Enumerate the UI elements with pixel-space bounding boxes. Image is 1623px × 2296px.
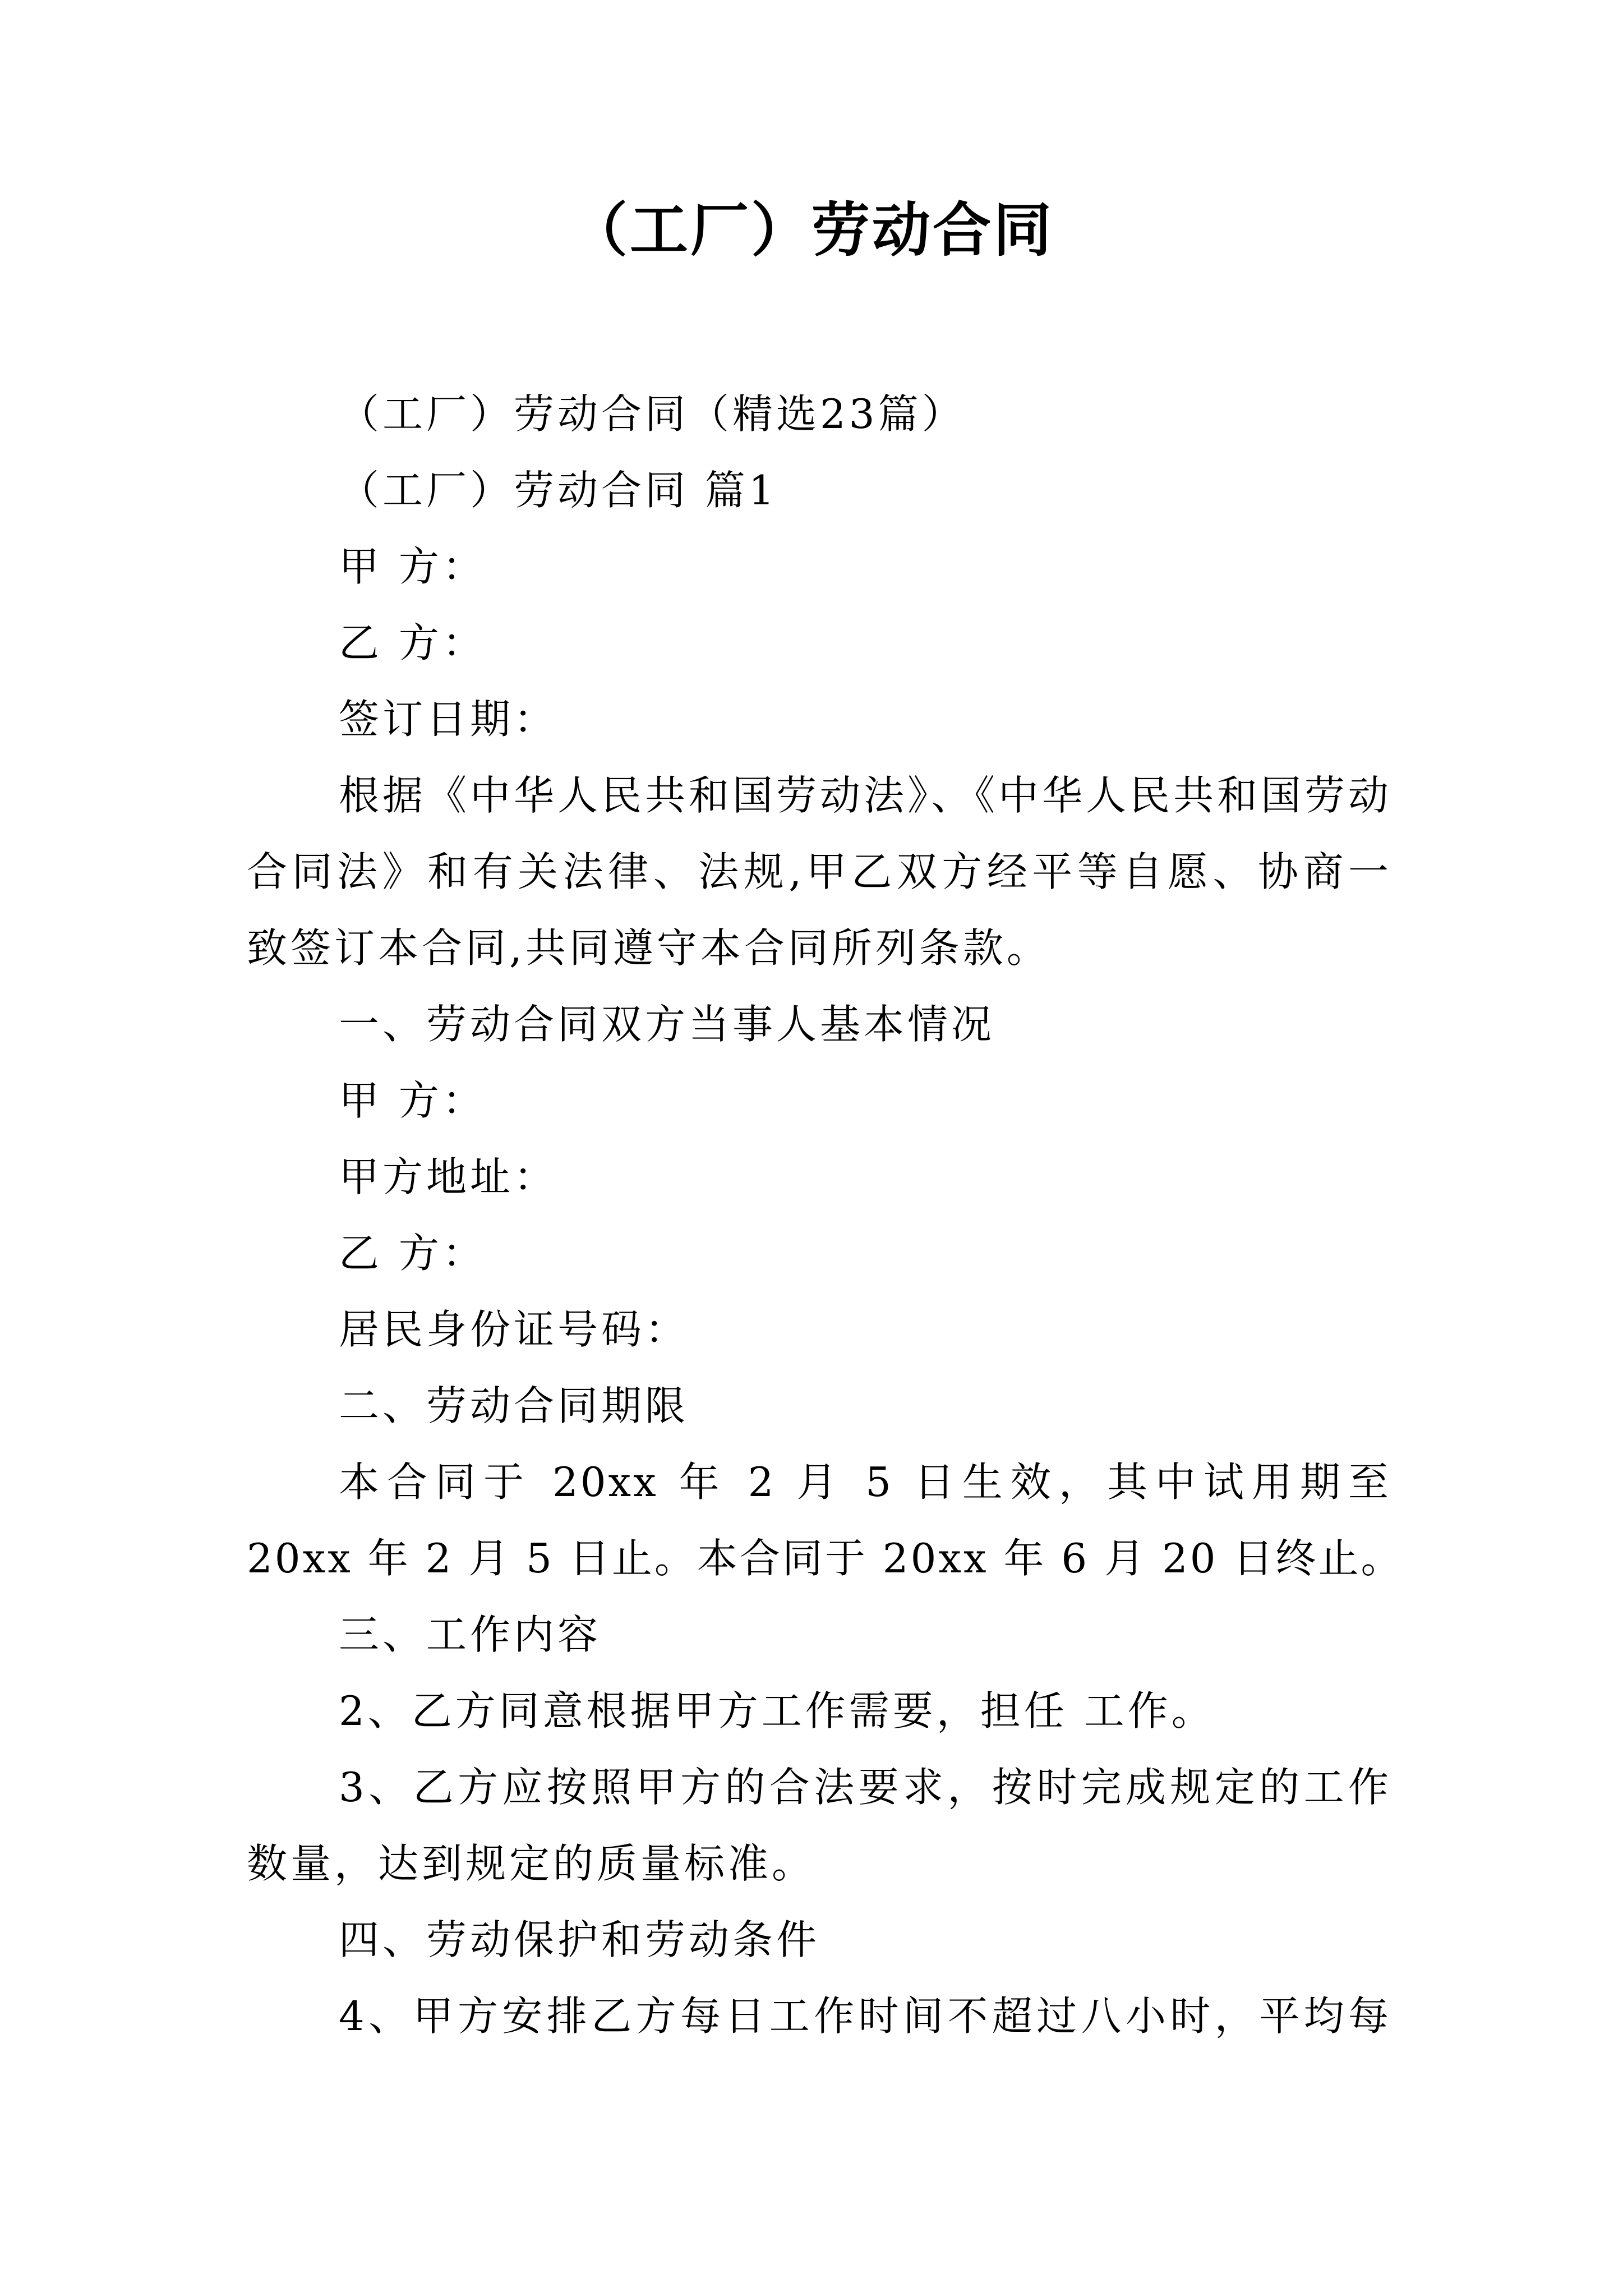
party-b-line: 乙 方： (339, 619, 486, 666)
party-b-line: 乙 方： (339, 1230, 486, 1277)
document-title: （工厂）劳动合同 (569, 195, 1054, 264)
party-a-line: 甲 方： (339, 543, 486, 590)
paragraph-line: 20xx 年 2 月 5 日止。本合同于 20xx 年 6 月 20 日终止。 (247, 1535, 1404, 1582)
party-a-address-line: 甲方地址： (339, 1153, 558, 1200)
subtitle-line: （工厂）劳动合同（精选23篇） (339, 390, 966, 438)
clause-heading-line: 一、劳动合同双方当事人基本情况 (339, 1001, 995, 1048)
paragraph-line: 2、乙方同意根据甲方工作需要，担任 工作。 (339, 1687, 1215, 1734)
section-heading-line: （工厂）劳动合同 篇1 (339, 467, 778, 514)
id-number-line: 居民身份证号码： (339, 1306, 689, 1353)
paragraph-line: 3、乙方应按照甲方的合法要求，按时完成规定的工作 (339, 1764, 1391, 1811)
clause-heading-line: 四、劳动保护和劳动条件 (339, 1916, 820, 1963)
paragraph-line: 4、甲方安排乙方每日工作时间不超过八小时，平均每 (339, 1993, 1391, 2040)
clause-heading-line: 二、劳动合同期限 (339, 1382, 689, 1429)
paragraph-line: 数量，达到规定的质量标准。 (247, 1840, 816, 1887)
signing-date-line: 签订日期： (339, 696, 558, 743)
paragraph-line: 根据《中华人民共和国劳动法》、《中华人民共和国劳动 (339, 772, 1391, 819)
paragraph-line: 合同法》和有关法律、法规,甲乙双方经平等自愿、协商一 (247, 848, 1391, 895)
party-a-line: 甲 方： (339, 1077, 486, 1124)
paragraph-line: 本合同于 20xx 年 2 月 5 日生效，其中试用期至 (339, 1458, 1391, 1506)
clause-heading-line: 三、工作内容 (339, 1611, 602, 1658)
paragraph-line: 致签订本合同,共同遵守本合同所列条款。 (247, 924, 1050, 972)
